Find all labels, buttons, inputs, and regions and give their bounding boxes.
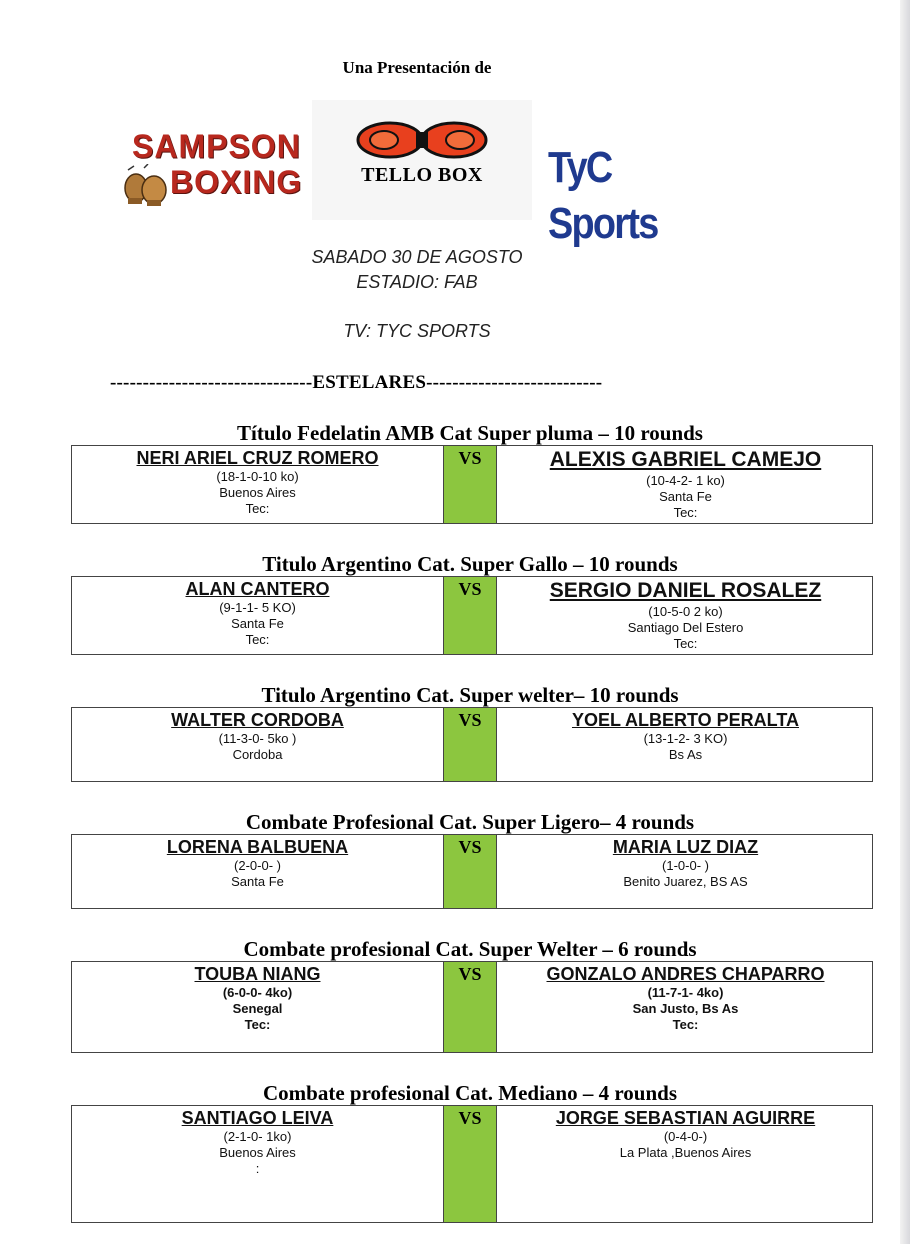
fighter-origin: Benito Juarez, BS AS xyxy=(623,874,748,889)
fighter-origin: Cordoba xyxy=(232,747,283,762)
fighter-name: TOUBA NIANG xyxy=(194,964,321,984)
fighter-right xyxy=(497,962,874,1033)
fighter-record: (2-0-0- ) xyxy=(234,858,281,873)
event-venue: ESTADIO: FAB xyxy=(356,272,478,292)
fighter-origin: Buenos Aires xyxy=(219,1145,296,1160)
fighter-origin: Buenos Aires xyxy=(219,485,296,500)
fighter-tec: Tec: xyxy=(673,505,698,520)
fighter-origin: Senegal xyxy=(232,1001,283,1016)
fighter-origin: Bs As xyxy=(668,747,703,762)
fighter-origin: Santiago Del Estero xyxy=(627,620,744,635)
fighter-name: MARIA LUZ DIAZ xyxy=(612,837,759,857)
section-heading: -------------------------------ESTELARES--------------------------- xyxy=(110,372,603,393)
fighter-tec: Tec: xyxy=(244,1017,271,1032)
fighter-record: (18-1-0-10 ko) xyxy=(216,469,299,484)
fighter-name: LORENA BALBUENA xyxy=(166,837,349,857)
fight-title: Título Fedelatin AMB Cat Super pluma – 10 rounds xyxy=(237,421,703,445)
fighter-origin: Santa Fe xyxy=(659,489,712,504)
vs-label: VS xyxy=(443,577,497,654)
vs-label: VS xyxy=(443,708,497,781)
event-date: SABADO 30 DE AGOSTO xyxy=(311,247,523,267)
fighter-record: (11-7-1- 4ko) xyxy=(647,985,724,1000)
vs-label: VS xyxy=(443,446,497,523)
vs-label: VS xyxy=(443,962,497,1052)
fighter-right xyxy=(497,708,874,763)
fighter-record: (1-0-0- ) xyxy=(662,858,709,873)
fighter-origin: Santa Fe xyxy=(231,616,284,631)
fighter-tec: Tec: xyxy=(245,501,270,516)
fighter-name: YOEL ALBERTO PERALTA xyxy=(571,710,799,730)
fight-card xyxy=(71,445,873,524)
fighter-record: (9-1-1- 5 KO) xyxy=(219,600,296,615)
event-tv: TV: TYC SPORTS xyxy=(343,321,491,341)
fight-card xyxy=(71,707,873,782)
fighter-right xyxy=(497,446,874,521)
fight-title: Titulo Argentino Cat. Super Gallo – 10 rounds xyxy=(262,552,678,576)
fight-card xyxy=(71,576,873,655)
sampson-logo-text: SAMPSON xyxy=(132,127,301,165)
fighter-right xyxy=(497,577,874,652)
fighter-left xyxy=(72,708,443,763)
fighter-origin: Santa Fe xyxy=(231,874,284,889)
fighter-record: (6-0-0- 4ko) xyxy=(222,985,293,1000)
fighter-left xyxy=(72,577,443,648)
fighter-name: GONZALO ANDRES CHAPARRO xyxy=(546,964,825,984)
fight-card xyxy=(71,961,873,1053)
fighter-record: (0-4-0-) xyxy=(663,1129,708,1144)
fight-title: Combate profesional Cat. Mediano – 4 rounds xyxy=(262,1081,677,1105)
fighter-left xyxy=(72,835,443,890)
fight-title: Combate profesional Cat. Super Welter – 6 rounds xyxy=(243,937,697,961)
page-edge xyxy=(900,0,910,1244)
presentation-heading: Una Presentación de xyxy=(342,58,492,77)
fighter-origin: La Plata ,Buenos Aires xyxy=(619,1145,752,1160)
fighter-left xyxy=(72,1106,443,1177)
fighter-name: SANTIAGO LEIVA xyxy=(181,1108,334,1128)
fighter-origin: San Justo, Bs As xyxy=(632,1001,739,1016)
fighter-left xyxy=(72,962,443,1033)
fighter-record: (10-5-0 2 ko) xyxy=(648,604,723,619)
fighter-tec: Tec: xyxy=(673,636,698,651)
fighter-right xyxy=(497,835,874,890)
vs-label: VS xyxy=(443,835,497,908)
tello-logo-text: TELLO BOX xyxy=(361,164,483,186)
fighter-record: (13-1-2- 3 KO) xyxy=(643,731,728,746)
fighter-record: (11-3-0- 5ko ) xyxy=(218,731,297,746)
fighter-tec: Tec: xyxy=(672,1017,699,1032)
fighter-left xyxy=(72,446,443,517)
fight-title: Combate Profesional Cat. Super Ligero– 4 rounds xyxy=(245,810,695,834)
fighter-right xyxy=(497,1106,874,1161)
red-gloves-icon xyxy=(354,120,490,162)
tyc-sports-logo: TyC Sports xyxy=(548,143,658,248)
fighter-name: JORGE SEBASTIAN AGUIRRE xyxy=(555,1108,816,1128)
fighter-name: SERGIO DANIEL ROSALEZ xyxy=(549,579,822,602)
fighter-tec: Tec: xyxy=(245,632,270,647)
sampson-boxing-logo xyxy=(122,127,303,208)
fight-title: Titulo Argentino Cat. Super welter– 10 rounds xyxy=(261,683,679,707)
fighter-record: (10-4-2- 1 ko) xyxy=(646,473,725,488)
vs-label: VS xyxy=(443,1106,497,1222)
boxing-gloves-icon xyxy=(122,164,170,206)
boxing-logo-text: BOXING xyxy=(170,164,303,200)
tello-box-logo xyxy=(312,100,532,220)
fighter-name: WALTER CORDOBA xyxy=(171,710,344,730)
fighter-name: ALAN CANTERO xyxy=(185,579,330,599)
fight-card xyxy=(71,1105,873,1223)
fight-card xyxy=(71,834,873,909)
fighter-name: NERI ARIEL CRUZ ROMERO xyxy=(136,448,379,468)
fighter-tec: : xyxy=(255,1161,260,1176)
fighter-name: ALEXIS GABRIEL CAMEJO xyxy=(549,448,822,471)
fighter-record: (2-1-0- 1ko) xyxy=(223,1129,292,1144)
